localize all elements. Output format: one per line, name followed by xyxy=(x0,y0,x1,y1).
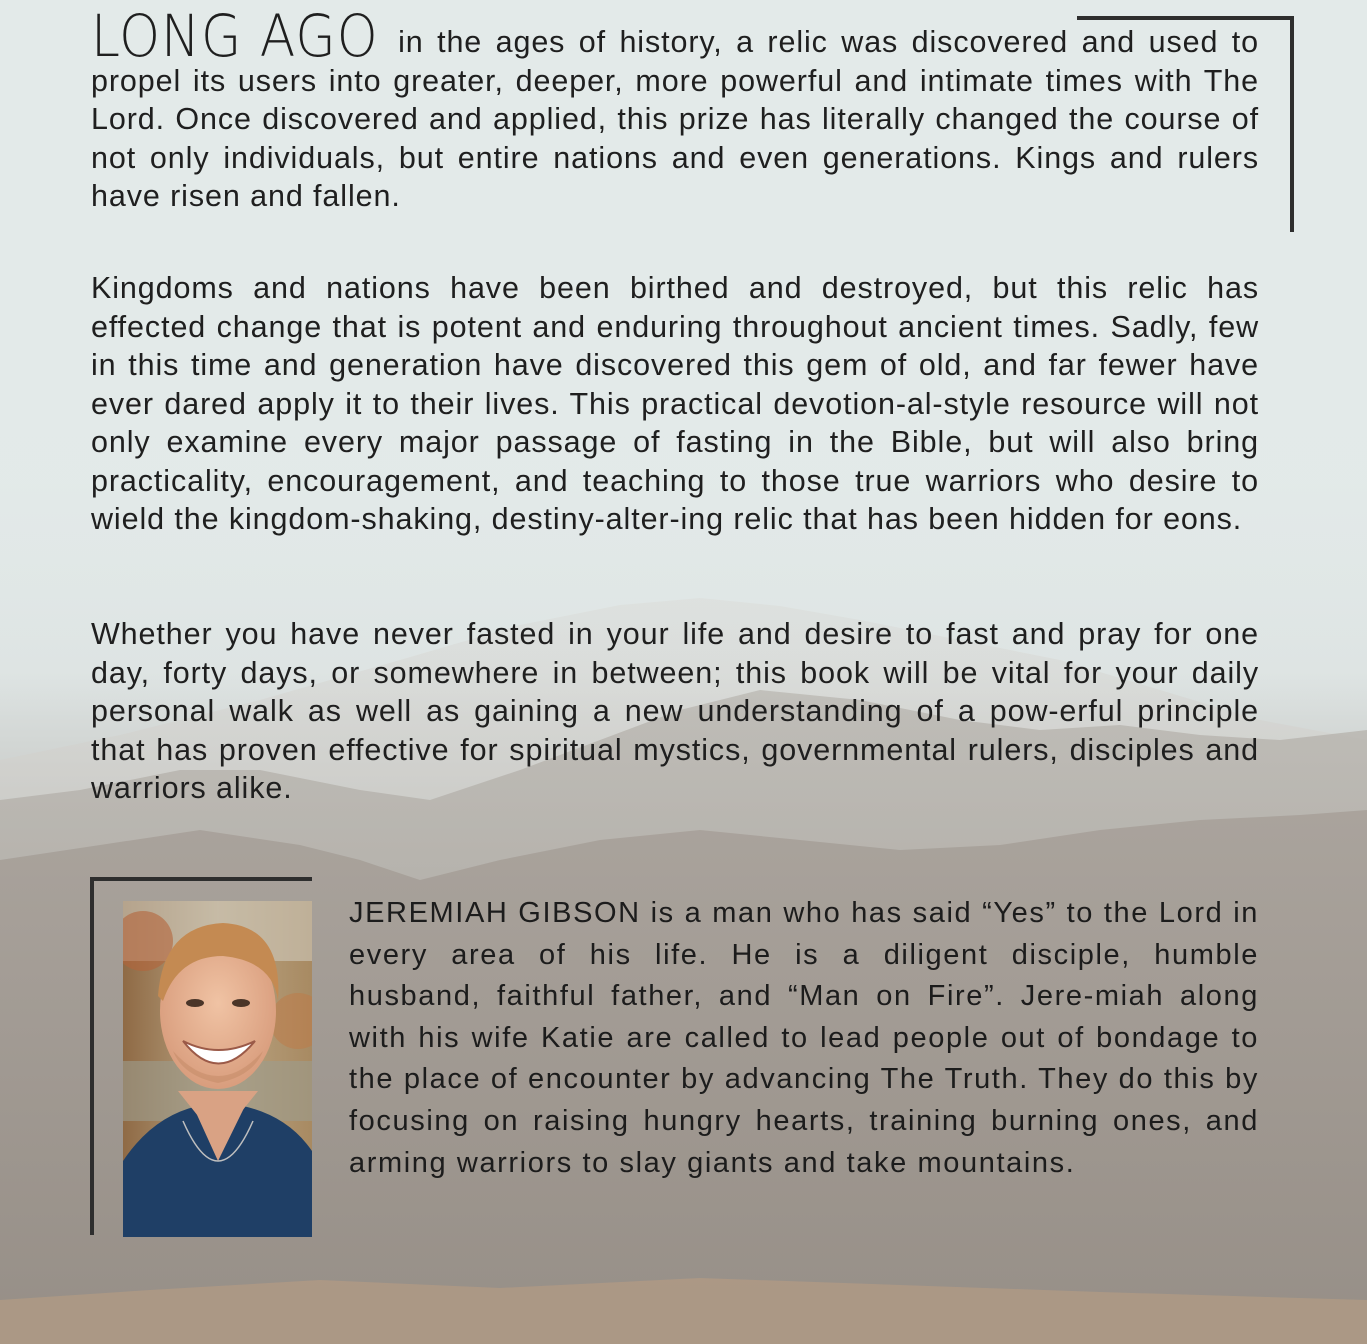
author-portrait-image xyxy=(123,901,312,1237)
intro-paragraph-1-text: in the ages of history, a relic was discovered and used to propel its users into greater, deeper, more powerful and intimate times with The Lord. Once discovered and applied, this prize has literally changed the course of not only individuals, but entire nations and even generations. Kings and rulers have risen and fallen. xyxy=(91,25,1260,213)
author-photo xyxy=(123,901,312,1237)
author-bio: JEREMIAH GIBSON is a man who has said “Yes” to the Lord in every area of his life. He is a diligent disciple, humble husband, faithful father, and “Man on Fire”. Jere-miah along with his wife Katie are called to lead people out of bondage to the place of encounter by advancing The Truth. They do this by focusing on raising hungry hearts, training burning ones, and arming warriors to slay giants and take mountains. xyxy=(349,897,1259,1179)
intro-paragraph-3: Whether you have never fasted in your life and desire to fast and pray for one day, forty days, or somewhere in between; this book will be vital for your daily personal walk as well as gaining a new understanding of a pow-erful principle that has proven effective for spiritual mystics, governmental rulers, disciples and warriors alike. xyxy=(91,617,1259,805)
headline-long-ago: LONG AGO xyxy=(91,3,379,71)
intro-paragraph-1 xyxy=(91,3,1260,216)
intro-paragraph-2: Kingdoms and nations have been birthed and destroyed, but this relic has effected change that is potent and enduring throughout ancient times. Sadly, few in this time and generation have discovered this gem of old, and far fewer have ever dared apply it to their lives. This practical devotion-al-style resource will not only examine every major passage of fasting in the Bible, but will also bring practicality, encouragement, and teaching to those true warriors who desire to wield the kingdom-shaking, destiny-alter-ing relic that has been hidden for eons. xyxy=(91,271,1259,536)
